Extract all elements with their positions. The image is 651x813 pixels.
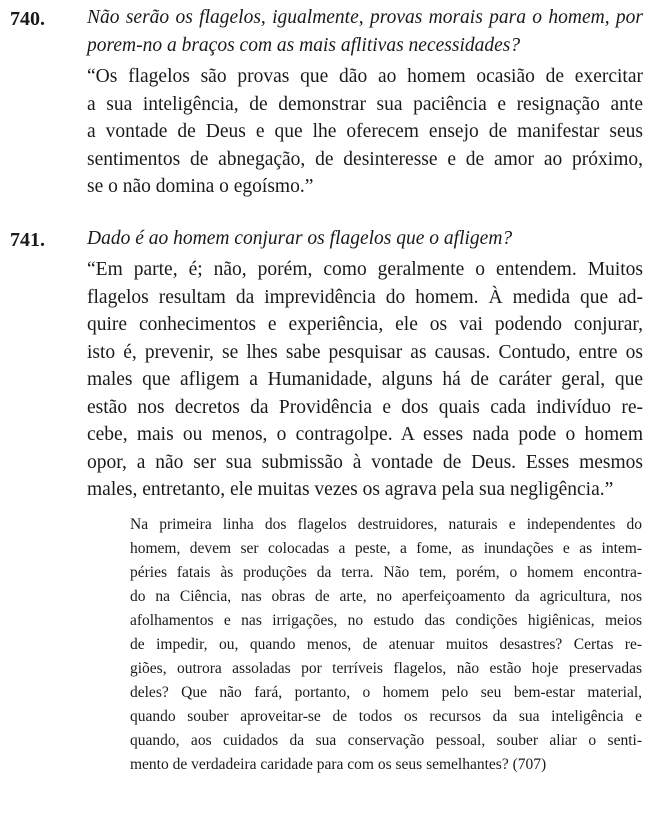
note-line: homem, devem ser colocadas a peste, a fome, as inundações e as intem- xyxy=(130,540,642,557)
answer-740-line: a vontade de Deus e que lhe oferecem ensejo de manifestar seus xyxy=(87,121,643,142)
answer-740-line: sentimentos de abnegação, de desinteresse e de amor ao próximo, xyxy=(87,148,643,170)
note-line: quando, aos cuidados da sua conservação pessoal, souber aliar o senti- xyxy=(130,732,642,749)
answer-741-line: males, entretanto, ele muitas vezes os agrava pela sua negligência.” xyxy=(87,479,614,500)
question-741-line: Dado é ao homem conjurar os flagelos que o afligem? xyxy=(87,228,513,249)
note-line: mento de verdadeira caridade para com os seus semelhantes? (707) xyxy=(130,756,547,773)
note-line: Na primeira linha dos flagelos destruidores, naturais e independentes do xyxy=(130,516,642,533)
answer-741-line: estão nos decretos da Providência e dos quais cada indivíduo re- xyxy=(87,396,643,418)
note-line: de impedir, ou, quando menos, de atenuar muitos desastres? Certas re- xyxy=(130,636,642,653)
answer-741-line: quire conhecimentos e experiência, ele os vai podendo conjurar, xyxy=(87,314,643,335)
answer-741-line: opor, a não ser sua submissão à vontade de Deus. Esses mesmos xyxy=(87,451,643,473)
answer-741-text xyxy=(87,256,643,504)
answer-740-line: se o não domina o egoísmo.” xyxy=(87,176,314,197)
question-740-text xyxy=(87,4,643,59)
answer-741-line: males que afligem a Humanidade, alguns há de caráter geral, que xyxy=(87,369,643,390)
question-number-740: 740. xyxy=(10,8,45,30)
note-line: do na Ciência, nas obras de arte, no aperfeiçoamento da agricultura, nos xyxy=(130,588,642,605)
note-line: péries fatais às produções da terra. Não tem, porém, o homem encontra- xyxy=(130,564,642,581)
commentary-note xyxy=(130,513,642,777)
question-740-line: Não serão os flagelos, igualmente, provas morais para o homem, por xyxy=(87,7,643,28)
question-number-741: 741. xyxy=(10,229,45,251)
answer-740-line: “Os flagelos são provas que dão ao homem ocasião de exercitar xyxy=(87,66,643,87)
note-line: giões, outrora assoladas por terríveis flagelos, não estão hoje preservadas xyxy=(130,660,642,677)
note-line: deles? Que não fará, portanto, o homem pelo seu bem-estar material, xyxy=(130,684,642,701)
question-741-text xyxy=(87,225,643,253)
answer-740-text xyxy=(87,63,643,201)
answer-741-line: flagelos resultam da imprevidência do homem. À medida que ad- xyxy=(87,286,643,308)
answer-741-line: isto é, prevenir, se lhes sabe pesquisar as causas. Contudo, entre os xyxy=(87,341,643,363)
note-line: afolhamentos e nas irrigações, no estudo das condições higiênicas, meios xyxy=(130,612,642,629)
answer-741-line: cebe, mais ou menos, o contragolpe. A esses nada pode o homem xyxy=(87,424,643,445)
note-line: quando souber aproveitar-se de todos os recursos da sua inteligência e xyxy=(130,708,642,725)
question-740-line: porem-no a braços com as mais aflitivas necessidades? xyxy=(87,34,521,56)
answer-741-line: “Em parte, é; não, porém, como geralmente o entendem. Muitos xyxy=(87,259,643,280)
answer-740-line: a sua inteligência, de demonstrar sua paciência e resignação ante xyxy=(87,93,643,115)
